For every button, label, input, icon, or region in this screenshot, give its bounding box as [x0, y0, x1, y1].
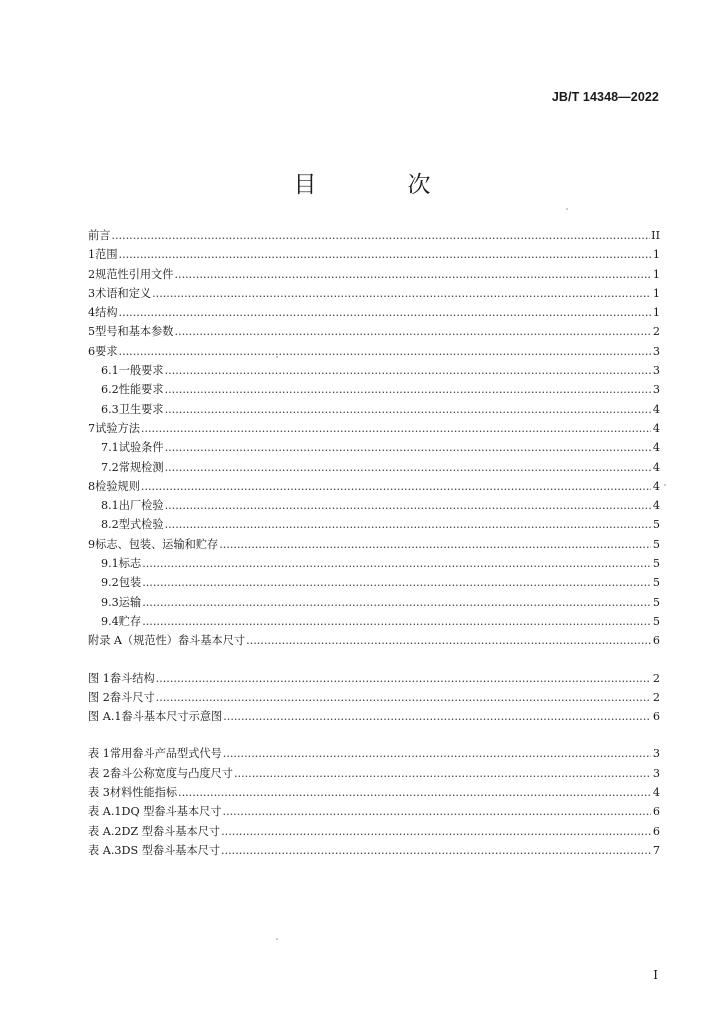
toc-entry-title: 出厂检验 — [118, 499, 164, 513]
toc-entry[interactable] — [88, 303, 660, 322]
toc-entry-title: 试验方法 — [95, 421, 140, 435]
dot-leader — [141, 477, 651, 496]
toc-entry-number: 6 — [88, 344, 96, 358]
toc-entry-page: 6 — [652, 805, 660, 819]
toc-entry-number: 9.1 — [101, 557, 119, 571]
toc-section-gap — [88, 651, 660, 669]
dot-leader — [234, 764, 651, 783]
toc-chapters — [88, 226, 660, 651]
toc-entry-number: 9.3 — [101, 595, 119, 609]
toc-entry[interactable] — [88, 783, 660, 802]
toc-entry[interactable] — [88, 361, 660, 380]
scan-speck — [566, 208, 568, 210]
toc-entry-title: 包装 — [118, 576, 142, 590]
toc-entry-title: 常用畚斗产品型式代号 — [109, 747, 222, 761]
dot-leader — [142, 554, 651, 573]
toc-entry-page: 5 — [652, 557, 660, 571]
toc-section-gap — [88, 726, 660, 744]
toc-entry[interactable] — [88, 802, 660, 821]
dot-leader — [223, 744, 651, 763]
table-of-contents — [88, 226, 660, 860]
toc-entry-number: 7.2 — [101, 460, 119, 474]
toc-entry[interactable] — [88, 515, 660, 534]
toc-entry-title: 畚斗尺寸 — [109, 690, 155, 704]
dot-leader — [152, 284, 651, 303]
dot-leader — [165, 438, 651, 457]
toc-entry-page: 5 — [652, 537, 660, 551]
toc-entry-page: 4 — [652, 402, 660, 416]
toc-entry-title: 要求 — [95, 344, 118, 358]
toc-entry-page: 5 — [652, 595, 660, 609]
toc-entry-number: 表 A.2 — [88, 824, 122, 838]
toc-entry-number: 6.3 — [101, 402, 119, 416]
toc-entry-title: 附录 A（规范性）畚斗基本尺寸 — [88, 634, 246, 648]
toc-entry-page: 2 — [652, 325, 660, 339]
toc-entry-page: 6 — [652, 824, 660, 838]
toc-entry[interactable] — [88, 554, 660, 573]
dot-leader — [156, 688, 651, 707]
toc-entry[interactable] — [88, 822, 660, 841]
toc-entry[interactable] — [88, 612, 660, 631]
toc-entry-page: 1 — [652, 286, 660, 300]
scan-speck — [276, 938, 278, 940]
toc-entry[interactable] — [88, 380, 660, 399]
toc-entry[interactable] — [88, 764, 660, 783]
toc-entry-page: 4 — [652, 499, 660, 513]
toc-entry-page: 2 — [652, 671, 660, 685]
toc-entry-title: 标志 — [118, 557, 142, 571]
dot-leader — [119, 245, 651, 264]
toc-entry-page: 7 — [652, 843, 660, 857]
toc-entry-title: DS 型畚斗基本尺寸 — [121, 843, 221, 857]
toc-entry[interactable] — [88, 573, 660, 592]
toc-entry[interactable] — [88, 322, 660, 341]
toc-entry-number: 图 A.1 — [88, 710, 122, 724]
toc-entry-title: 一般要求 — [118, 364, 164, 378]
toc-entry-page: 4 — [652, 460, 660, 474]
toc-entry-number: 表 A.1 — [88, 805, 122, 819]
toc-entry[interactable] — [88, 496, 660, 515]
toc-entry-number: 5 — [88, 325, 96, 339]
toc-entry-number: 9.2 — [101, 576, 119, 590]
dot-leader — [142, 593, 651, 612]
toc-entry-title: 畚斗结构 — [109, 671, 155, 685]
toc-entry[interactable] — [88, 669, 660, 688]
toc-entry-title: 规范性引用文件 — [95, 267, 174, 281]
toc-entry-title: 常规检测 — [118, 460, 164, 474]
toc-entry-page: 1 — [652, 248, 660, 262]
toc-entry[interactable] — [88, 226, 660, 245]
scan-speck — [276, 356, 278, 358]
toc-entry-page: II — [651, 229, 660, 242]
toc-entry-number: 表 3 — [88, 786, 110, 800]
toc-entry-number: 2 — [88, 267, 96, 281]
toc-entry-title: 型式检验 — [118, 518, 164, 532]
dot-leader — [221, 822, 651, 841]
dot-leader — [141, 419, 651, 438]
toc-entry-title: 运输 — [118, 595, 142, 609]
toc-entry[interactable] — [88, 535, 660, 554]
toc-entry-page: 6 — [652, 710, 660, 724]
toc-entry-number: 9.4 — [101, 614, 119, 628]
dot-leader — [165, 515, 651, 534]
toc-entry-title: 前言 — [88, 229, 111, 242]
dot-leader — [223, 707, 651, 726]
toc-entry-number: 4 — [88, 306, 96, 320]
dot-leader — [174, 322, 651, 341]
dot-leader — [221, 841, 651, 860]
toc-entry[interactable] — [88, 688, 660, 707]
toc-entry-title: 术语和定义 — [95, 286, 152, 300]
dot-leader — [178, 783, 651, 802]
dot-leader — [165, 400, 651, 419]
dot-leader — [174, 265, 651, 284]
toc-entry-page: 3 — [652, 364, 660, 378]
toc-entry[interactable] — [88, 284, 660, 303]
toc-entry-number: 图 2 — [88, 690, 110, 704]
toc-entry-title: 检验规则 — [95, 479, 140, 493]
toc-entry-page: 5 — [652, 518, 660, 532]
toc-entry-number: 6.2 — [101, 383, 119, 397]
toc-entry-page: 5 — [652, 576, 660, 590]
toc-entry-title: 试验条件 — [118, 441, 164, 455]
dot-leader — [165, 361, 651, 380]
toc-entry-number: 8 — [88, 479, 96, 493]
toc-entry[interactable] — [88, 265, 660, 284]
toc-entry-number: 3 — [88, 286, 96, 300]
toc-entry-page: 3 — [652, 383, 660, 397]
dot-leader — [165, 496, 651, 515]
toc-entry[interactable] — [88, 438, 660, 457]
toc-entry-number: 8.1 — [101, 499, 119, 513]
toc-entry[interactable] — [88, 245, 660, 264]
toc-entry[interactable] — [88, 593, 660, 612]
dot-leader — [165, 380, 651, 399]
toc-entry-page: 3 — [652, 344, 660, 358]
dot-leader — [142, 612, 651, 631]
toc-entry-page: 4 — [652, 441, 660, 455]
toc-entry[interactable] — [88, 744, 660, 763]
toc-entry-number: 1 — [88, 248, 96, 262]
dot-leader — [165, 458, 651, 477]
toc-entry[interactable] — [88, 342, 660, 361]
toc-entry[interactable] — [88, 458, 660, 477]
toc-entry-page: 1 — [652, 306, 660, 320]
toc-entry-title: 材料性能指标 — [109, 786, 178, 800]
dot-leader — [119, 342, 651, 361]
toc-entry-page: 4 — [652, 421, 660, 435]
toc-entry-page: 3 — [652, 747, 660, 761]
toc-entry-title: 卫生要求 — [118, 402, 164, 416]
toc-entry[interactable] — [88, 419, 660, 438]
dot-leader — [156, 669, 651, 688]
toc-entry-title: 畚斗基本尺寸示意图 — [121, 710, 223, 724]
toc-entry-number: 表 1 — [88, 747, 110, 761]
toc-entry-number: 7 — [88, 421, 96, 435]
toc-entry-page: 4 — [652, 786, 660, 800]
dot-leader — [111, 226, 650, 245]
toc-entry-title: 标志、包装、运输和贮存 — [95, 537, 219, 551]
toc-entry-page: 5 — [652, 614, 660, 628]
toc-entry-number: 6.1 — [101, 364, 119, 378]
toc-entry-page: 3 — [652, 766, 660, 780]
toc-entry-title: DQ 型畚斗基本尺寸 — [121, 805, 222, 819]
standard-code: JB/T 14348—2022 — [551, 90, 659, 104]
toc-entry-page: 6 — [652, 634, 660, 648]
toc-entry-title: 性能要求 — [118, 383, 164, 397]
toc-entry-number: 8.2 — [101, 518, 119, 532]
toc-entry-title: DZ 型畚斗基本尺寸 — [121, 824, 221, 838]
page-title: 目 次 — [293, 172, 465, 198]
toc-entry[interactable] — [88, 400, 660, 419]
toc-entry-number: 表 A.3 — [88, 843, 122, 857]
toc-entry-title: 型号和基本参数 — [95, 325, 174, 339]
dot-leader — [223, 802, 651, 821]
toc-entry-page: 4 — [652, 479, 660, 493]
toc-entry-page: 1 — [652, 267, 660, 281]
toc-entry-title: 畚斗公称宽度与凸度尺寸 — [109, 766, 233, 780]
toc-entry[interactable] — [88, 841, 660, 860]
toc-figures — [88, 669, 660, 727]
toc-entry-number: 图 1 — [88, 671, 110, 685]
toc-entry-page: 2 — [652, 690, 660, 704]
toc-tables — [88, 744, 660, 860]
toc-entry[interactable] — [88, 631, 660, 650]
page-number: I — [653, 968, 658, 982]
toc-entry-title: 结构 — [95, 306, 118, 320]
dot-leader — [219, 535, 651, 554]
toc-entry-title: 贮存 — [118, 614, 142, 628]
toc-entry-number: 9 — [88, 537, 96, 551]
dot-leader — [246, 631, 651, 650]
dot-leader — [142, 573, 651, 592]
toc-entry[interactable] — [88, 477, 660, 496]
dot-leader — [119, 303, 651, 322]
toc-entry-number: 7.1 — [101, 441, 119, 455]
toc-entry-title: 范围 — [95, 248, 118, 262]
toc-entry[interactable] — [88, 707, 660, 726]
scan-speck — [664, 484, 666, 486]
toc-entry-number: 表 2 — [88, 766, 110, 780]
